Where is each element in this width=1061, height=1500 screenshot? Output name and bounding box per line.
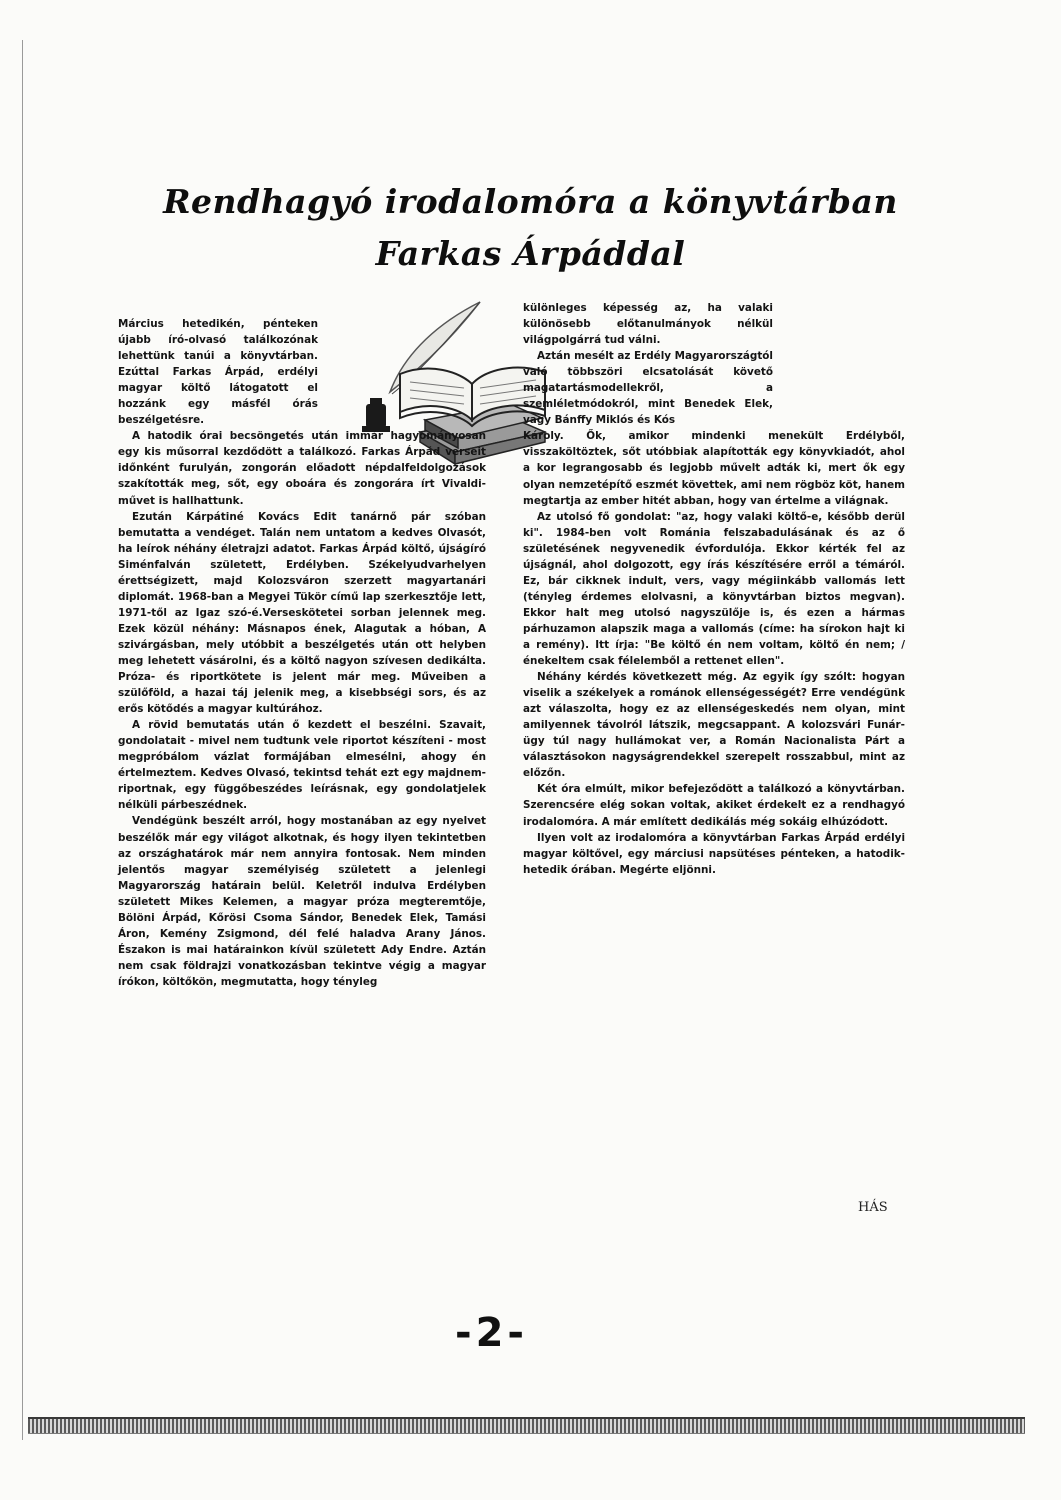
paragraph: különleges képesség az, ha valaki különösebb előtanulmányok nélkül világpolgárrá tud válni.: [523, 302, 773, 347]
paragraph: Két óra elmúlt, mikor befejeződött a találkozó a könyvtárban. Szerencsére elég sokan voltak, akiket érdekelt ez a rendhagyó irodalomóra. A már említett dedikálás még sokáig elhúzódott.: [523, 783, 905, 828]
paragraph: Ilyen volt az irodalomóra a könyvtárban Farkas Árpád erdélyi magyar költővel, egy márciusi napsütéses pénteken, a hatodik-hetedik órában. Megérte eljönni.: [523, 831, 905, 876]
right-column: [523, 300, 905, 878]
intro-paragraph: Március hetedikén, pénteken újabb író-olvasó találkozónak lehettünk tanúi a könyvtárban. Ezúttal Farkas Árpád, erdélyi magyar költő látogatott el hozzánk egy másfél órás beszélgetésre.: [118, 318, 318, 427]
paragraph: A rövid bemutatás után ő kezdett el beszélni. Szavait, gondolatait - mivel nem tudtunk vele riportot készíteni - most megpróbálom vázlat formájában elmesélni, ahogy én értelmeztem. Kedves Olvasó, tekintsd tehát ezt egy majdnem-riportnak, egy függőbeszédes leírásnak, egy gondolatjelek nélküli párbeszédnek.: [118, 719, 486, 812]
author-signature: HÁS: [858, 1200, 888, 1215]
paragraph: Néhány kérdés következett még. Az egyik így szólt: hogyan viselik a székelyek a románok ellenségességét? Erre vendégünk azt válaszolta, hogy ez az ellenségeskedés nem olyan, mint amilyennek távolról látszik, megcsappant. A kolozsvári Funár-ügy túl nagy hullámokat ver, a Román Nacionalista Párt a választásokon nagyságrendekkel szerepelt rosszabbul, mint az előzőn.: [523, 671, 905, 780]
paragraph: Vendégünk beszélt arról, hogy mostanában az egy nyelvet beszélők már egy világot alkotnak, és hogy ilyen tekintetben az országhatárok már nem annyira fontosak. Nem minden jelentős magyar személyiség született a jelenlegi Magyarország határain belül. Keletről indulva Erdélyben született Mikes Kelemen, a magyar próza megteremtője, Bölöni Árpád, Kőrösi Csoma Sándor, Benedek Elek, Tamási Áron, Kemény Zsigmond, dél felé haladva Arany János. Északon is mai határainkon kívül született Ady Endre. Aztán nem csak földrajzi vonatkozásban tekintve végig a magyar írókon, költőkön, megmutatta, hogy tényleg: [118, 815, 486, 988]
paragraph: A hatodik órai becsöngetés után immár hagyományosan egy kis műsorral kezdődött a találkozó. Farkas Árpád verseit időnként furulyán, zongorán előadott népdalfeldolgozások szakították meg, sőt, egy oboára és zongorára írt Vivaldi-művet is hallhattunk.: [118, 430, 486, 507]
left-column: [118, 316, 486, 990]
article-subtitle: Farkas Árpáddal: [375, 234, 686, 273]
paragraph: Károly. Ők, amikor mindenki menekült Erdélyből, visszaköltöztek, sőt utóbbiak alapították egy könyvkiadót, ahol a kor legrangosabb és legjobb művelt adták ki, mert ők egy olyan nemzetépítő eszmét követtek, ami nem rögböz köt, hanem megtartja az ember hitét abban, hogy van értelme a világnak.: [523, 430, 905, 507]
page-number: -2-: [455, 1310, 529, 1356]
paragraph: Az utolsó fő gondolat: "az, hogy valaki költő-e, később derül ki". 1984-ben volt Románia felszabadulásának és az ő születésének negyvenedik évfordulója. Ekkor kérték fel az újságnál, ahol dolgozott, egy írás készítésére erről a témáról. Ez, bár cikknek indult, vers, vagy mégiinkább vallomás lett (tényleg érdemes elolvasni, a könyvtárban biztos megvan). Ekkor halt meg utolsó nagyszülője is, és ezen a hármas párhuzamon alapszik maga a vallomás (címe: ha sírokon hajt ki a remény). Itt írja: "Be költő én nem voltam, költő én nem; / énekeltem csak félelemből a rettenet ellen".: [523, 510, 905, 668]
paragraph: Ezután Kárpátiné Kovács Edit tanárnő pár szóban bemutatta a vendéget. Talán nem untatom a kedves Olvasót, ha leírok néhány életrajzi adatot. Farkas Árpád költő, újságíró Siménfalván született, Erdélyben. Székelyudvarhelyen érettségizett, majd Kolozsváron szerzett magyartanári diplomát. 1968-ban a Megyei Tükör című lap szerkesztője lett, 1971-től az Igaz szó-é.Verseskötetei sorban jelennek meg. Ezek közül néhány: Másnapos ének, Alagutak a hóban, A szivárgásban, mely utóbbit a beszélgetés után ott helyben meg lehetett vásárolni, és a költő nagyon szívesen dedikálta. Próza- és riportkötete is jelent már meg. Műveiben a szülőföld, a hazai táj jelenik meg, a kisebbségi sors, és az erős kötődés a magyar kultúrához.: [118, 510, 486, 716]
article-title: Rendhagyó irodalomóra a könyvtárban: [163, 182, 898, 221]
paragraph: Aztán mesélt az Erdély Magyarországtól való többszöri elcsatolását követő magatartásmodellekről, a szemléletmódokról, mint Benedek Elek, vagy Bánffy Miklós és Kós: [523, 350, 773, 427]
bottom-border-rule: [28, 1417, 1025, 1434]
